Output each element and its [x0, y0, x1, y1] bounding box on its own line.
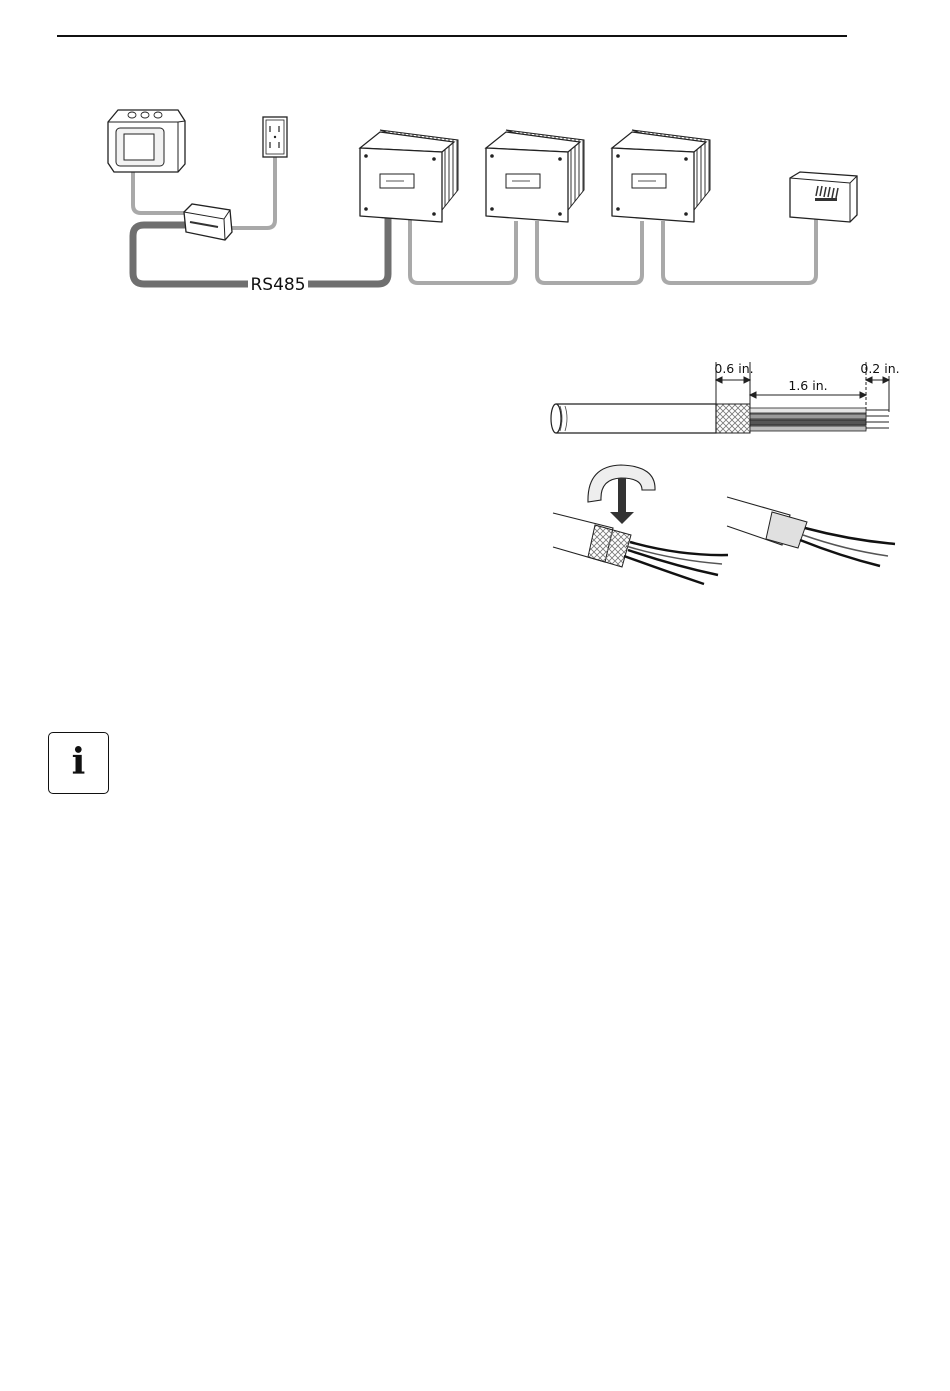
sensor-box-icon	[790, 172, 857, 222]
cable-inverter2-to-inverter3	[537, 221, 642, 283]
inverter-icon	[360, 130, 458, 222]
stripped-cable-icon	[551, 404, 889, 433]
dimension-shield-label: 0.6 in.	[714, 361, 754, 376]
wiring-diagram	[108, 110, 857, 295]
cable-display-to-adapter	[133, 170, 185, 213]
cable-stripping-diagram	[551, 361, 900, 584]
fold-shield-icon	[553, 465, 728, 584]
cable-inverter1-to-inverter2	[410, 218, 516, 283]
cable-outlet-to-adapter	[231, 157, 275, 228]
info-glyph: i	[71, 741, 86, 783]
dimension-conductor-label: 0.2 in.	[860, 361, 900, 376]
power-adapter-icon	[184, 204, 232, 240]
cable-inverter3-to-sensor	[663, 218, 816, 283]
inverter-icon	[612, 130, 710, 222]
inverter-icon	[486, 130, 584, 222]
info-note-icon	[48, 732, 109, 794]
wall-outlet-icon	[263, 117, 287, 157]
link-cables	[133, 157, 816, 283]
dimension-jacket-label: 1.6 in.	[788, 378, 828, 393]
display-unit-icon	[108, 110, 185, 172]
rs485-label: RS485	[250, 275, 306, 295]
finished-cable-icon	[727, 497, 895, 566]
